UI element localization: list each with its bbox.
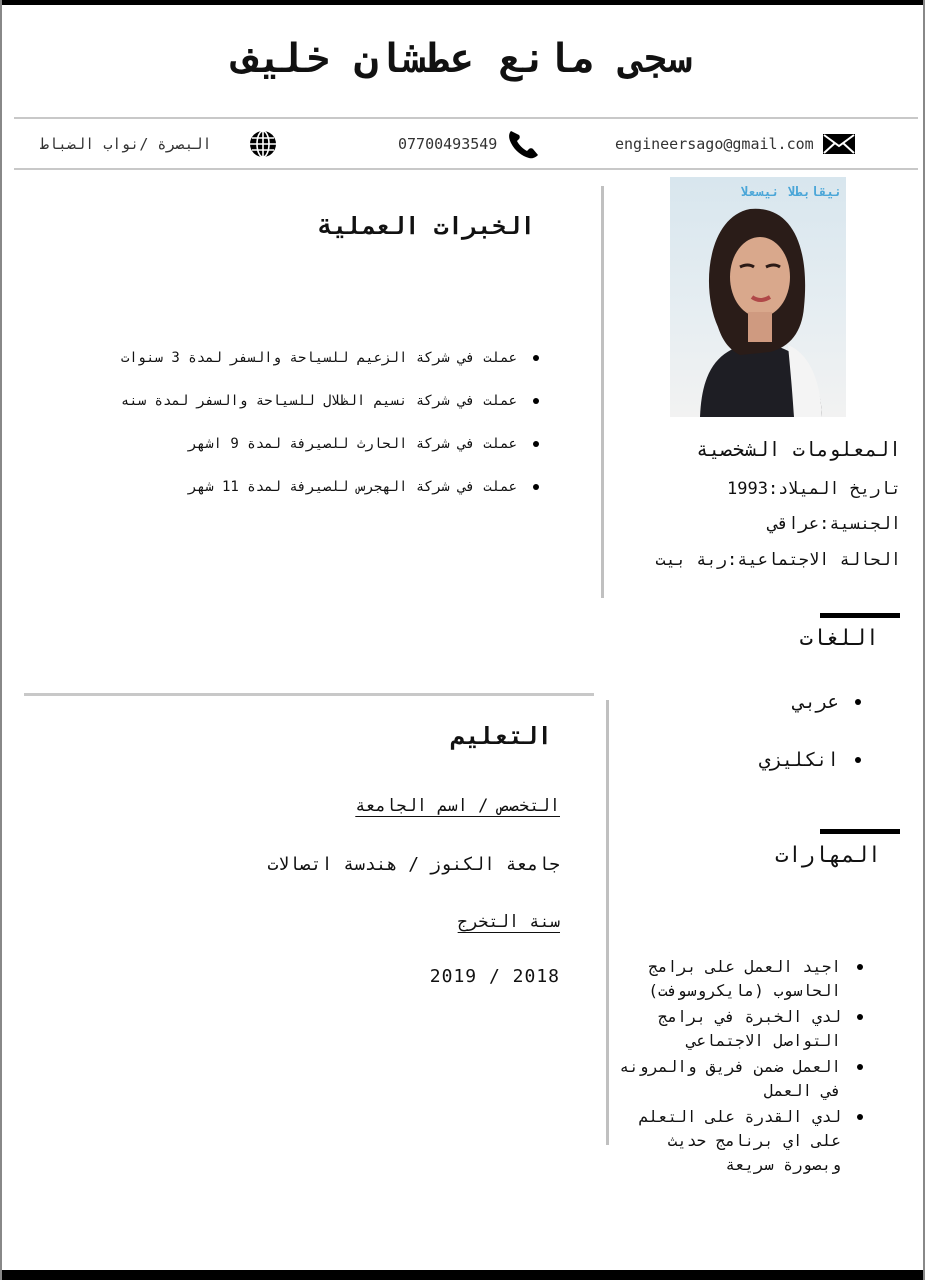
education-major-value: جامعة الكنوز / هندسة اتصالات xyxy=(267,854,560,875)
marital-status: الحالة الاجتماعية:ربة بيت xyxy=(655,550,901,570)
language-item: انكليزي xyxy=(685,748,865,806)
experience-title: الخبرات العملية xyxy=(318,212,535,240)
experience-item: عملت في شركة الحارث للصيرفة لمدة 9 اشهر xyxy=(23,434,543,477)
skill-item: لدي القدرة على التعلم على اي برنامج حديث وبصورة سريعة xyxy=(607,1105,867,1177)
skills-title: المهارات xyxy=(775,843,881,868)
page-bottom-border xyxy=(0,1270,925,1280)
education-title: التعليم xyxy=(450,722,552,750)
address-text: البصرة /نواب الضباط xyxy=(40,135,212,153)
portrait-illustration xyxy=(670,177,846,417)
skill-item: لدي الخبرة في برامج التواصل الاجتماعي xyxy=(607,1005,867,1053)
languages-list xyxy=(685,690,865,806)
education-grad-value: 2019 / 2018 xyxy=(429,966,560,987)
nationality: الجنسية:عراقي xyxy=(767,514,901,534)
contact-email xyxy=(615,128,856,160)
photo-overlay-text: نيقابطلا نيسعلا xyxy=(740,185,842,200)
birth-date: تاريخ الميلاد:1993 xyxy=(726,479,901,499)
contact-address xyxy=(40,128,278,160)
contact-phone xyxy=(398,128,541,160)
header-divider-top xyxy=(14,117,918,119)
skills-accent-bar xyxy=(820,829,900,834)
envelope-icon xyxy=(822,133,856,155)
globe-icon xyxy=(248,129,278,159)
experience-item: عملت في شركة الهجرس للصيرفة لمدة 11 شهر xyxy=(23,477,543,520)
personal-info-title: المعلومات الشخصية xyxy=(696,437,901,461)
experience-item: عملت في شركة نسيم الظلال للسياحة والسفر لمدة سنه xyxy=(23,391,543,434)
experience-list xyxy=(23,348,543,520)
languages-accent-bar xyxy=(820,613,900,618)
experience-education-divider xyxy=(24,693,594,696)
page-top-border xyxy=(0,0,925,5)
page-left-border xyxy=(0,0,2,1280)
email-text: engineersago@gmail.com xyxy=(615,135,814,153)
languages-title: اللغات xyxy=(799,626,879,651)
phone-icon xyxy=(505,128,541,160)
header-divider-bottom xyxy=(14,168,918,170)
education-major-label: التخصص / اسم الجامعة xyxy=(355,796,560,816)
column-separator-upper xyxy=(601,186,604,598)
full-name: سجى مانع عطشان خليف xyxy=(233,36,692,82)
skills-list xyxy=(607,955,867,1179)
phone-text: 07700493549 xyxy=(398,135,498,153)
experience-item: عملت في شركة الزعيم للسياحة والسفر لمدة 3 سنوات xyxy=(23,348,543,391)
skill-item: العمل ضمن فريق والمرونه في العمل xyxy=(607,1055,867,1103)
profile-photo xyxy=(670,177,846,417)
skill-item: اجيد العمل على برامج الحاسوب (مايكروسوفت) xyxy=(607,955,867,1003)
language-item: عربي xyxy=(685,690,865,748)
education-grad-label: سنة التخرج xyxy=(457,912,560,932)
